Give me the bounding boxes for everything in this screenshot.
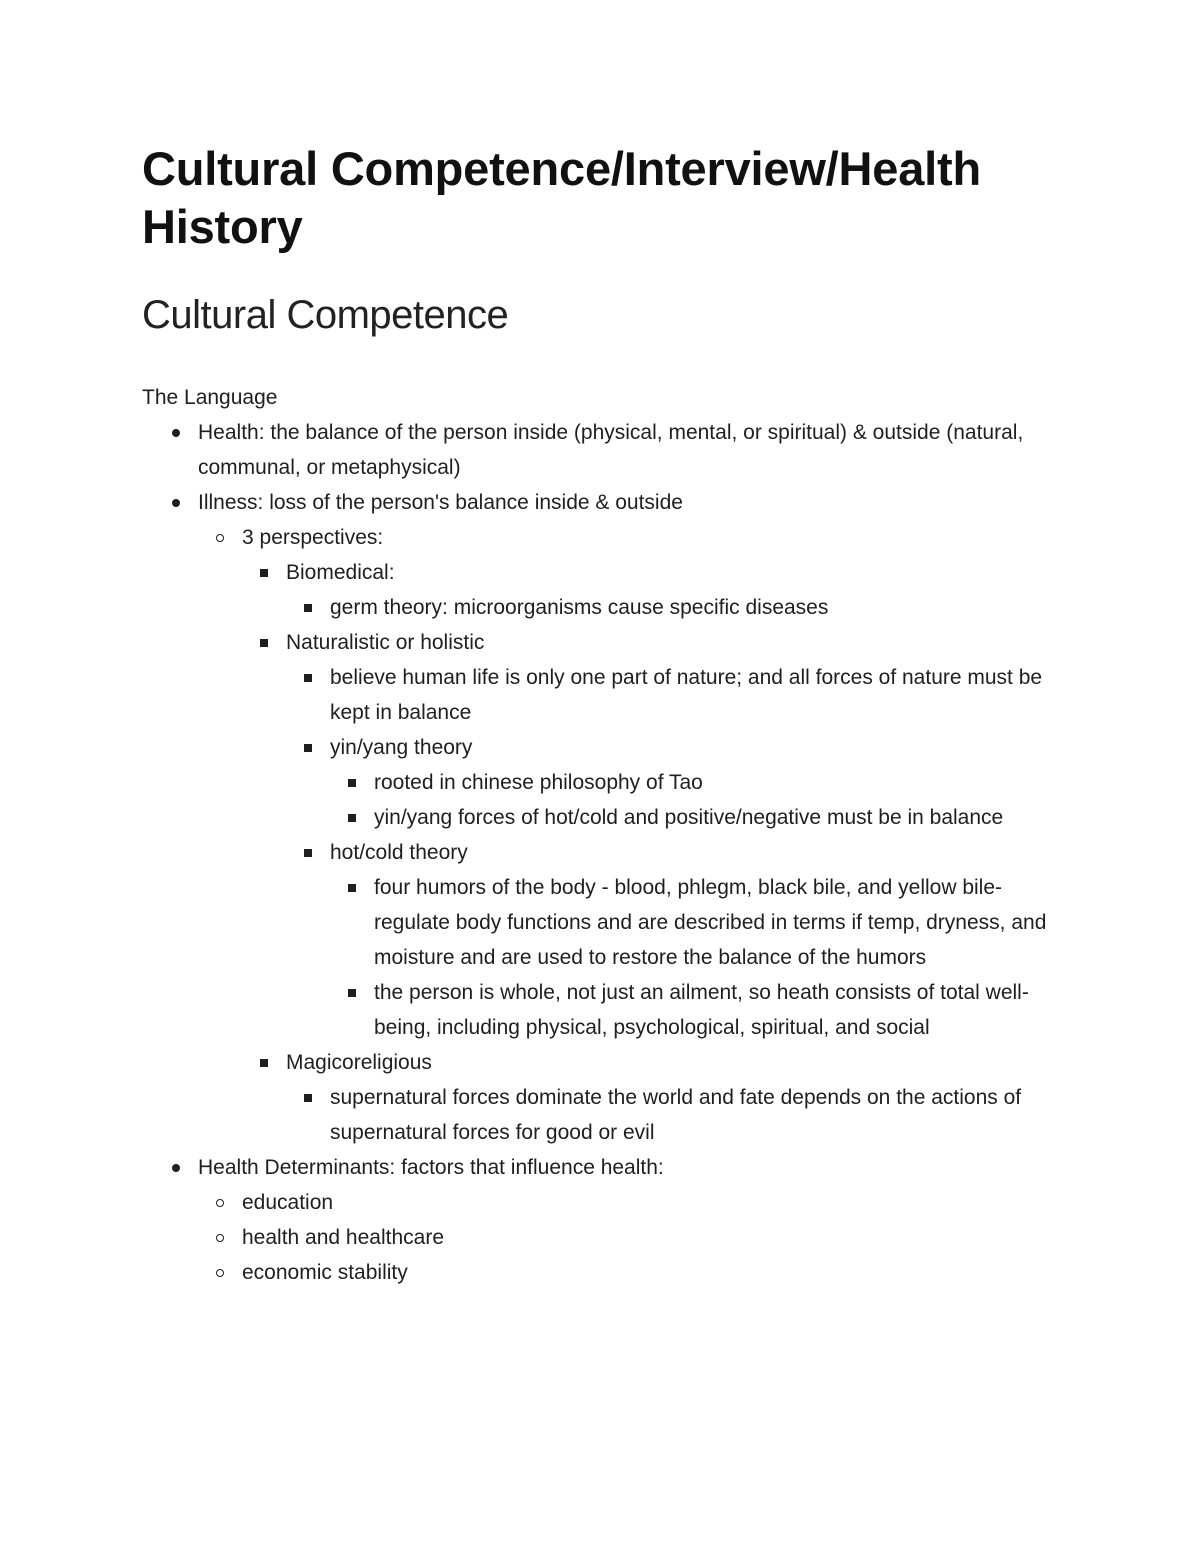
list-item: Magicoreligious supernatural forces dominate the world and fate depends on the actions of supernatural forces for good or evil xyxy=(242,1045,1072,1150)
list-item: supernatural forces dominate the world and fate depends on the actions of supernatural forces for good or evil xyxy=(286,1080,1072,1150)
list-item: four humors of the body - blood, phlegm, black bile, and yellow bile- regulate body functions and are described in terms if temp, dryness, and moisture and are used to restore the balance of the humors xyxy=(330,870,1072,975)
list-item: education xyxy=(198,1185,1072,1220)
sub-list xyxy=(198,1185,1072,1290)
document-page xyxy=(142,140,1072,1290)
list-item: germ theory: microorganisms cause specific diseases xyxy=(286,590,1072,625)
list-item: yin/yang forces of hot/cold and positive/negative must be in balance xyxy=(330,800,1072,835)
outline-list xyxy=(142,415,1072,1290)
bullet-circle-icon xyxy=(216,1234,224,1242)
bullet-square-icon xyxy=(348,779,356,787)
bullet-square-icon xyxy=(304,674,312,682)
bullet-square-icon xyxy=(304,849,312,857)
list-item: believe human life is only one part of nature; and all forces of nature must be kept in balance xyxy=(286,660,1072,730)
list-item: Health Determinants: factors that influence health: education health and healthcare economic stability xyxy=(142,1150,1072,1290)
list-item: 3 perspectives: Biomedical: germ theory: microorganisms cause specific diseases Naturalistic or holistic believe human life is only one part of nature; and all forces of nature must be kept in balance yin/yang theory rooted in chinese philosophy of Tao yin/yang forces of hot/cold and positive/negative must be in balance hot/cold theory four humors of the body - blood, phlegm, black bile, and yellow bile- regulate body functions and are described in terms if temp, dryness, and moisture and are used to restore the balance of the humors the person is whole, not just an ailment, so heath consists of total well-being, including physical, psychological, spiritual, and social Magicoreligious supernatural forces dominate the world and fate depends on the actions of supernatural forces for good or evil xyxy=(198,520,1072,1150)
bullet-square-icon xyxy=(260,1059,268,1067)
list-item: Biomedical: germ theory: microorganisms cause specific diseases xyxy=(242,555,1072,625)
list-item: rooted in chinese philosophy of Tao xyxy=(330,765,1072,800)
bullet-square-icon xyxy=(260,639,268,647)
bullet-disc-icon xyxy=(172,499,180,507)
list-item: Naturalistic or holistic believe human life is only one part of nature; and all forces of nature must be kept in balance yin/yang theory rooted in chinese philosophy of Tao yin/yang forces of hot/cold and positive/negative must be in balance hot/cold theory four humors of the body - blood, phlegm, black bile, and yellow bile- regulate body functions and are described in terms if temp, dryness, and moisture and are used to restore the balance of the humors the person is whole, not just an ailment, so heath consists of total well-being, including physical, psychological, spiritual, and social xyxy=(242,625,1072,1045)
list-item: health and healthcare xyxy=(198,1220,1072,1255)
bullet-square-icon xyxy=(260,569,268,577)
bullet-square-icon xyxy=(304,604,312,612)
section-heading: Cultural Competence xyxy=(142,293,509,337)
intro-label: The Language xyxy=(142,386,278,409)
list-item: Illness: loss of the person's balance inside & outside 3 perspectives: Biomedical: germ theory: microorganisms cause specific diseases Naturalistic or holistic believe human life is only one part of nature; and all forces of nature must be kept in balance yin/yang theory rooted in chinese philosophy of Tao yin/yang forces of hot/cold and positive/negative must be in balance hot/cold theory four humors of the body - blood, phlegm, black bile, and yellow bile- regulate body functions and are described in terms if temp, dryness, and moisture and are used to restore the balance of the humors the person is whole, not just an ailment, so heath consists of total well-being, including physical, psychological, spiritual, and social Magicoreligious supernatural forces dominate the world and fate depends on the actions of supernatural forces for good or evil xyxy=(142,485,1072,1150)
bullet-square-icon xyxy=(304,744,312,752)
document-title: Cultural Competence/Interview/Health History xyxy=(142,142,981,253)
bullet-disc-icon xyxy=(172,1164,180,1172)
list-item: Health: the balance of the person inside (physical, mental, or spiritual) & outside (natural, communal, or metaphysical) xyxy=(142,415,1072,485)
bullet-square-icon xyxy=(348,884,356,892)
sub-list xyxy=(330,765,1072,835)
bullet-square-icon xyxy=(304,1094,312,1102)
sub-list xyxy=(330,870,1072,1045)
bullet-square-icon xyxy=(348,814,356,822)
sub-list xyxy=(286,660,1072,1045)
sub-list xyxy=(286,1080,1072,1150)
bullet-disc-icon xyxy=(172,429,180,437)
list-item: economic stability xyxy=(198,1255,1072,1290)
sub-list xyxy=(286,590,1072,625)
list-item: yin/yang theory rooted in chinese philosophy of Tao yin/yang forces of hot/cold and positive/negative must be in balance xyxy=(286,730,1072,835)
list-item: hot/cold theory four humors of the body - blood, phlegm, black bile, and yellow bile- regulate body functions and are described in terms if temp, dryness, and moisture and are used to restore the balance of the humors the person is whole, not just an ailment, so heath consists of total well-being, including physical, psychological, spiritual, and social xyxy=(286,835,1072,1045)
list-item: the person is whole, not just an ailment, so heath consists of total well-being, including physical, psychological, spiritual, and social xyxy=(330,975,1072,1045)
bullet-circle-icon xyxy=(216,1199,224,1207)
bullet-circle-icon xyxy=(216,534,224,542)
sub-list xyxy=(198,520,1072,1150)
sub-list xyxy=(242,555,1072,1150)
bullet-circle-icon xyxy=(216,1269,224,1277)
bullet-square-icon xyxy=(348,989,356,997)
